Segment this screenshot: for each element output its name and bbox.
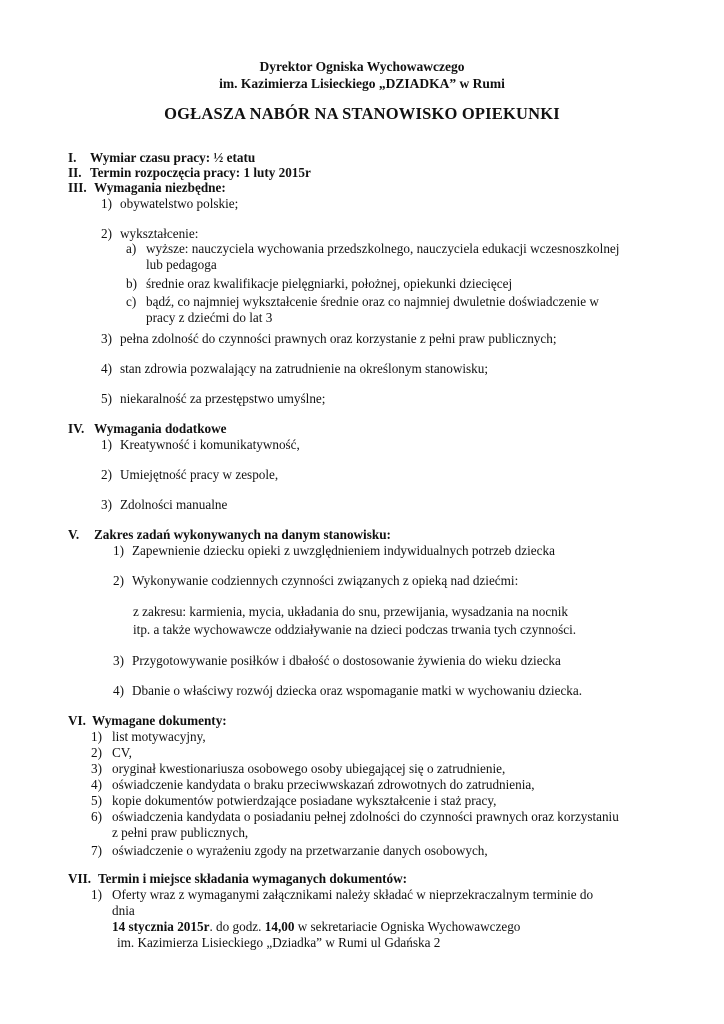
section-7-heading: Termin i miejsce składania wymaganych dokumentów: [98, 871, 408, 886]
list-item: kopie dokumentów potwierdzające posiadane wykształcenie i staż pracy, [112, 793, 497, 808]
sub-item-letter: c) [126, 294, 137, 309]
list-item-number: 4) [101, 361, 112, 376]
list-item-number: 1) [91, 729, 102, 744]
list-item: niekaralność za przestępstwo umyślne; [120, 391, 326, 406]
sub-item-letter: a) [126, 241, 137, 256]
task-detail-line-1: z zakresu: karmienia, mycia, układania do snu, przewijania, wysadzania na nocnik [133, 604, 569, 619]
section-6-number: VI. [68, 713, 86, 728]
list-item: Kreatywność i komunikatywność, [120, 437, 300, 452]
sub-item-continuation: lub pedagoga [146, 257, 217, 272]
list-item: Zdolności manualne [120, 497, 228, 512]
deadline-place: w sekretariacie Ogniska Wychowawczego [294, 919, 521, 934]
sub-item-letter: b) [126, 276, 137, 291]
section-3-heading: Wymagania niezbędne: [94, 180, 226, 195]
list-item: oryginał kwestionariusza osobowego osoby ubiegającej się o zatrudnienie, [112, 761, 506, 776]
sub-item: średnie oraz kwalifikacje pielęgniarki, położnej, opiekunki dziecięcej [146, 276, 513, 291]
deadline-time: 14,00 [264, 919, 295, 934]
list-item: Umiejętność pracy w zespole, [120, 467, 279, 482]
list-item: obywatelstwo polskie; [120, 196, 239, 211]
sub-item-continuation: pracy z dziećmi do lat 3 [146, 310, 273, 325]
list-item-number: 3) [91, 761, 102, 776]
section-4-heading: Wymagania dodatkowe [94, 421, 227, 436]
list-item-number: 1) [113, 543, 124, 558]
list-item: Dbanie o właściwy rozwój dziecka oraz wspomaganie matki w wychowaniu dziecka. [132, 683, 583, 698]
list-item-number: 1) [91, 887, 102, 902]
section-2-heading: Termin rozpoczęcia pracy: 1 luty 2015r [90, 165, 311, 180]
list-item: oświadczenia kandydata o posiadaniu pełnej zdolności do czynności prawnych oraz korzystaniu [112, 809, 619, 824]
sub-item: wyższe: nauczyciela wychowania przedszkolnego, nauczyciela edukacji wczesnoszkolnej [146, 241, 620, 256]
list-item-continuation: z pełni praw publicznych, [112, 825, 249, 840]
list-item-number: 3) [113, 653, 124, 668]
list-item: oświadczenie o wyrażeniu zgody na przetwarzanie danych osobowych, [112, 843, 488, 858]
deadline-date: 14 stycznia 2015r [112, 919, 210, 934]
list-item-number: 5) [91, 793, 102, 808]
header-line-2: im. Kazimierza Lisieckiego „DZIADKA” w Rumi [219, 76, 505, 91]
list-item: CV, [112, 745, 132, 760]
list-item-number: 4) [91, 777, 102, 792]
section-5-heading: Zakres zadań wykonywanych na danym stanowisku: [94, 527, 391, 542]
list-item: list motywacyjny, [112, 729, 206, 744]
section-7-number: VII. [68, 871, 92, 886]
list-item: wykształcenie: [120, 226, 199, 241]
section-1-heading: Wymiar czasu pracy: ½ etatu [90, 150, 256, 165]
section-5-number: V. [68, 527, 80, 542]
list-item-number: 2) [113, 573, 124, 588]
sub-item: bądź, co najmniej wykształcenie średnie oraz co najmniej dwuletnie doświadczenie w [146, 294, 599, 309]
list-item: stan zdrowia pozwalający na zatrudnienie na określonym stanowisku; [120, 361, 489, 376]
list-item-number: 4) [113, 683, 124, 698]
list-item-number: 1) [101, 196, 112, 211]
list-item-number: 3) [101, 331, 112, 346]
list-item-number: 7) [91, 843, 102, 858]
list-item-number: 2) [91, 745, 102, 760]
header-line-1: Dyrektor Ogniska Wychowawczego [259, 59, 465, 74]
deadline-line-2: dnia [112, 903, 135, 918]
list-item: Zapewnienie dziecku opieki z uwzględnieniem indywidualnych potrzeb dziecka [132, 543, 555, 558]
deadline-address: im. Kazimierza Lisieckiego „Dziadka” w Rumi ul Gdańska 2 [117, 935, 441, 950]
task-detail-line-2: itp. a także wychowawcze oddziaływanie na dzieci podczas trwania tych czynności. [133, 622, 577, 637]
list-item-number: 3) [101, 497, 112, 512]
list-item-number: 2) [101, 467, 112, 482]
list-item-number: 2) [101, 226, 112, 241]
list-item: Wykonywanie codziennych czynności związanych z opieką nad dziećmi: [132, 573, 519, 588]
list-item-number: 1) [101, 437, 112, 452]
section-6-heading: Wymagane dokumenty: [92, 713, 227, 728]
deadline-line-1: Oferty wraz z wymaganymi załącznikami należy składać w nieprzekraczalnym terminie do [112, 887, 594, 902]
section-3-number: III. [68, 180, 87, 195]
page-title: OGŁASZA NABÓR NA STANOWISKO OPIEKUNKI [164, 104, 560, 123]
list-item: Przygotowywanie posiłków i dbałość o dostosowanie żywienia do wieku dziecka [132, 653, 561, 668]
deadline-line-3 [112, 918, 520, 935]
section-1-number: I. [68, 150, 77, 165]
list-item-number: 5) [101, 391, 112, 406]
list-item-number: 6) [91, 809, 102, 824]
list-item: pełna zdolność do czynności prawnych oraz korzystanie z pełni praw publicznych; [120, 331, 557, 346]
deadline-text: . do godz. [209, 919, 265, 934]
list-item: oświadczenie kandydata o braku przeciwwskazań zdrowotnych do zatrudnienia, [112, 777, 535, 792]
section-4-number: IV. [68, 421, 85, 436]
section-2-number: II. [68, 165, 82, 180]
